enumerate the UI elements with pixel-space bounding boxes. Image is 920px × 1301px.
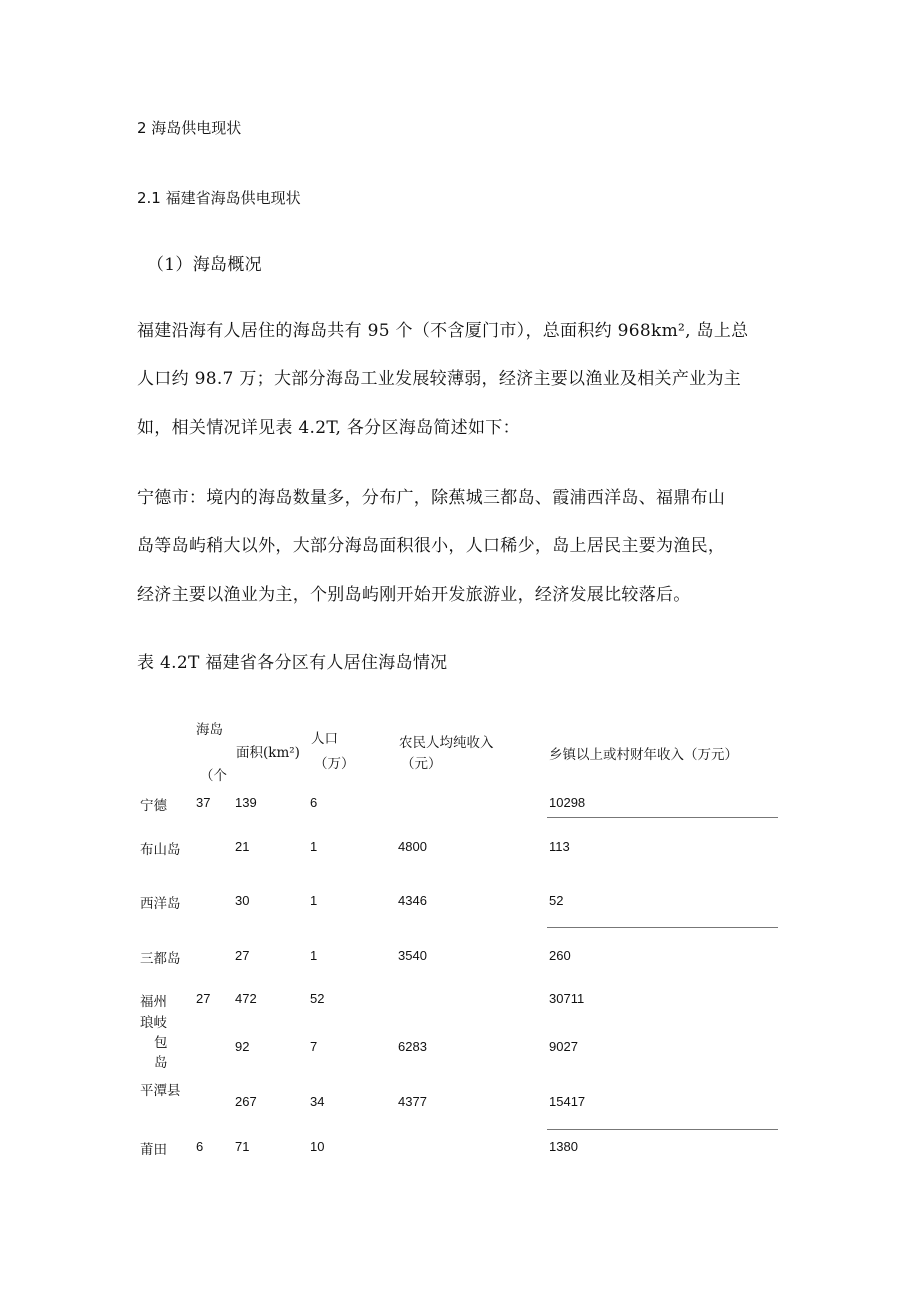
header-population-unit: （万） [314,756,355,772]
cell-income: 3540 [398,948,427,963]
cell-population: 7 [310,1039,318,1054]
cell-population: 34 [310,1094,325,1109]
header-revenue: 乡镇以上或村财年收入（万元） [549,747,738,763]
table-rule [547,817,778,818]
cell-name: 福州 [140,994,167,1010]
cell-population: 10 [310,1139,325,1154]
cell-count: 37 [196,795,211,810]
cell-population: 1 [310,839,318,854]
header-count: 海岛 [196,722,223,738]
cell-name: 宁德 [140,798,167,814]
cell-name: 平潭县 [140,1083,181,1099]
cell-revenue: 1380 [549,1139,578,1154]
section-heading: 2 海岛供电现状 [137,119,242,137]
cell-name: 莆田 [140,1142,167,1158]
cell-area: 139 [235,795,257,810]
cell-area: 27 [235,948,250,963]
cell-area: 30 [235,893,250,908]
cell-population: 52 [310,991,325,1006]
header-count-unit: （个 [200,768,227,784]
cell-name: 布山岛 [140,842,181,858]
paragraph-line: 如，相关情况详见表 4.2T, 各分区海岛简述如下： [137,418,520,438]
cell-revenue: 9027 [549,1039,578,1054]
subsection-heading: 2.1 福建省海岛供电现状 [137,189,301,207]
cell-area: 21 [235,839,250,854]
cell-name: 三都岛 [140,951,181,967]
cell-revenue: 260 [549,948,571,963]
header-income: 农民人均纯收入 [399,735,494,751]
cell-revenue: 52 [549,893,564,908]
cell-income: 4346 [398,893,427,908]
table-caption: 表 4.2T 福建省各分区有人居住海岛情况 [137,653,448,673]
header-population: 人口 [311,731,338,747]
paragraph-line: 福建沿海有人居住的海岛共有 95 个（不含厦门市），总面积约 968km², 岛上总 [137,321,749,341]
sub-heading: （1）海岛概况 [147,255,262,275]
cell-revenue: 10298 [549,795,586,810]
paragraph-line: 经济主要以渔业为主，个别岛屿刚开始开发旅游业，经济发展比较落后。 [137,585,691,605]
paragraph-line: 岛等岛屿稍大以外，大部分海岛面积很小，人口稀少，岛上居民主要为渔民， [137,536,726,556]
cell-revenue: 113 [549,839,570,854]
paragraph-line: 宁德市：境内的海岛数量多，分布广，除蕉城三都岛、霞浦西洋岛、福鼎布山 [137,488,726,508]
cell-area: 71 [235,1139,250,1154]
cell-name: 西洋岛 [140,896,181,912]
cell-area: 472 [235,991,257,1006]
cell-income: 4800 [398,839,427,854]
header-income-unit: （元） [401,756,442,772]
cell-area: 267 [235,1094,257,1109]
cell-count: 27 [196,991,211,1006]
cell-revenue: 15417 [549,1094,586,1109]
cell-income: 6283 [398,1039,427,1054]
cell-area: 92 [235,1039,250,1054]
cell-name: 琅岐包岛 [140,1015,168,1071]
cell-income: 4377 [398,1094,427,1109]
paragraph-line: 人口约 98.7 万；大部分海岛工业发展较薄弱，经济主要以渔业及相关产业为主 [137,369,742,389]
cell-population: 6 [310,795,318,810]
cell-revenue: 30711 [549,991,585,1006]
table-rule [547,1129,778,1130]
cell-population: 1 [310,948,318,963]
header-area: 面积(km²) [236,745,300,761]
cell-population: 1 [310,893,318,908]
cell-count: 6 [196,1139,204,1154]
table-rule [547,927,778,928]
